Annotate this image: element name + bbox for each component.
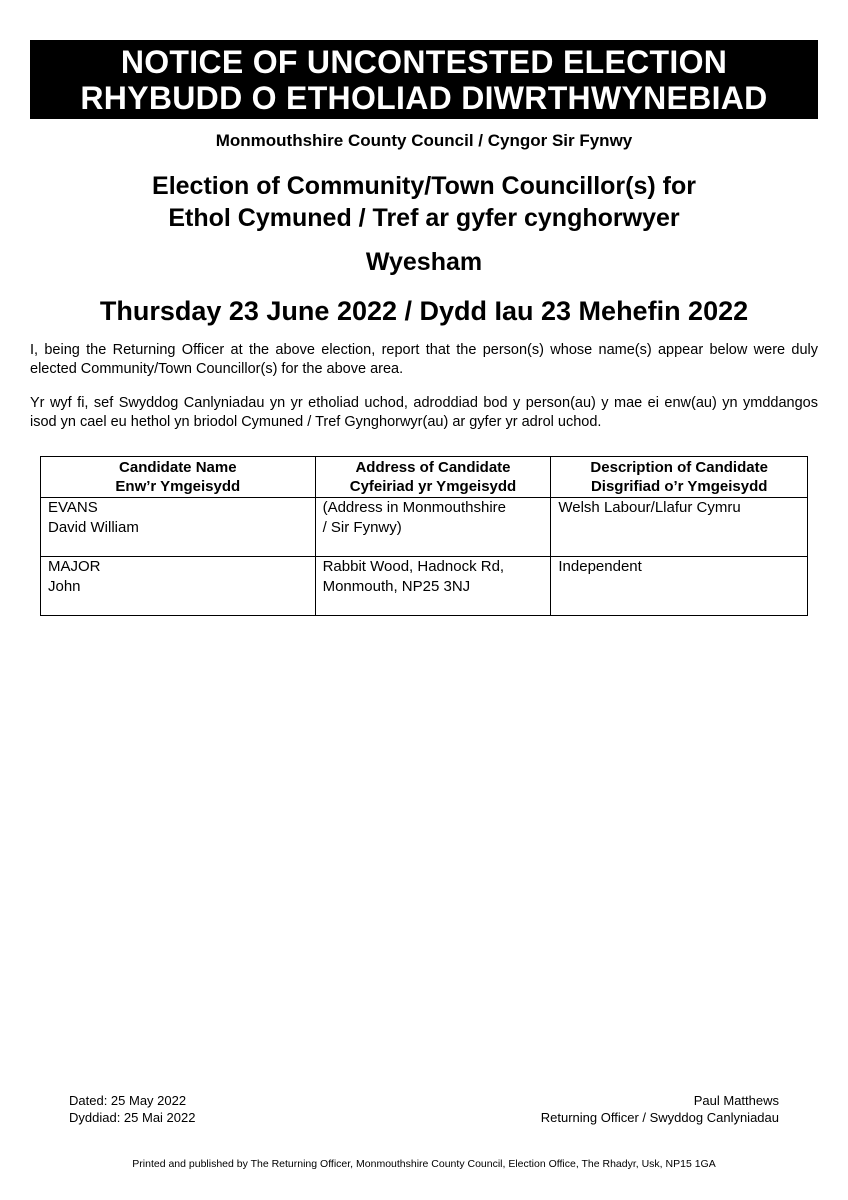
candidate-description: Welsh Labour/Llafur Cymru <box>558 499 741 516</box>
returning-officer-name: Paul Matthews <box>693 1093 779 1108</box>
table-row <box>41 557 808 616</box>
header-label-english: Description of Candidate <box>590 459 768 476</box>
report-paragraph-welsh: Yr wyf fi, sef Swyddog Canlyniadau yn yr etholiad uchod, adroddiad bod y person(au) y mae ei enw(au) yn ymddangos isod yn cael eu hethol yn briodol Cymuned / Tref Gynghorwyr(au) ar gyfer yr adrol uchod. <box>30 395 818 430</box>
notice-title-english: NOTICE OF UNCONTESTED ELECTION <box>120 44 728 80</box>
imprint: Printed and published by The Returning Officer, Monmouthshire County Council, Election Office, The Rhadyr, Usk, NP15 1GA <box>132 1158 716 1170</box>
candidate-address-line: Rabbit Wood, Hadnock Rd, <box>322 558 505 575</box>
candidate-description-cell <box>551 557 808 616</box>
candidate-forenames: John <box>48 578 81 595</box>
header-candidate-address <box>315 457 551 498</box>
dated-english: Dated: 25 May 2022 <box>69 1093 187 1108</box>
candidate-name-cell <box>41 498 316 557</box>
table-header-row <box>41 457 808 498</box>
notice-banner <box>30 40 818 119</box>
council-name: Monmouthshire County Council / Cyngor Sir Fynwy <box>215 131 633 150</box>
notice-title-welsh: RHYBUDD O ETHOLIAD DIWRTHWYNEBIAD <box>80 80 768 116</box>
candidate-forenames: David William <box>48 519 139 536</box>
candidate-surname: MAJOR <box>48 558 101 575</box>
ward-name: Wyesham <box>365 248 483 276</box>
header-label-welsh: Disgrifiad o’r Ymgeisydd <box>590 478 768 495</box>
candidate-description-cell <box>551 498 808 557</box>
table-row <box>41 498 808 557</box>
election-date: Thursday 23 June 2022 / Dydd Iau 23 Mehefin 2022 <box>99 296 749 326</box>
candidate-address-cell <box>315 557 551 616</box>
candidates-table <box>40 456 808 616</box>
dated-block <box>69 1092 195 1126</box>
header-label-welsh: Cyfeiriad yr Ymgeisydd <box>349 478 517 495</box>
candidate-address-line: / Sir Fynwy) <box>322 519 402 536</box>
election-title-english: Election of Community/Town Councillor(s) for <box>152 172 696 200</box>
election-title-welsh: Ethol Cymuned / Tref ar gyfer cynghorwyer <box>168 204 680 232</box>
returning-officer-title: Returning Officer / Swyddog Canlyniadau <box>540 1110 779 1125</box>
report-paragraph-english: I, being the Returning Officer at the above election, report that the person(s) whose name(s) appear below were duly elected Community/Town Councillor(s) for the above area. <box>30 342 818 377</box>
header-candidate-name <box>41 457 316 498</box>
candidate-address-cell <box>315 498 551 557</box>
header-label-welsh: Enw’r Ymgeisydd <box>115 478 241 495</box>
dated-welsh: Dyddiad: 25 Mai 2022 <box>69 1110 196 1125</box>
header-candidate-description <box>551 457 808 498</box>
header-label-english: Candidate Name <box>119 459 237 476</box>
candidate-description: Independent <box>558 558 642 575</box>
candidate-address-line: (Address in Monmouthshire <box>322 499 507 516</box>
candidate-surname: EVANS <box>48 499 98 516</box>
candidate-address-line: Monmouth, NP25 3NJ <box>322 578 471 595</box>
candidate-name-cell <box>41 557 316 616</box>
header-label-english: Address of Candidate <box>355 459 511 476</box>
returning-officer-block <box>541 1092 779 1126</box>
election-title <box>0 170 848 234</box>
